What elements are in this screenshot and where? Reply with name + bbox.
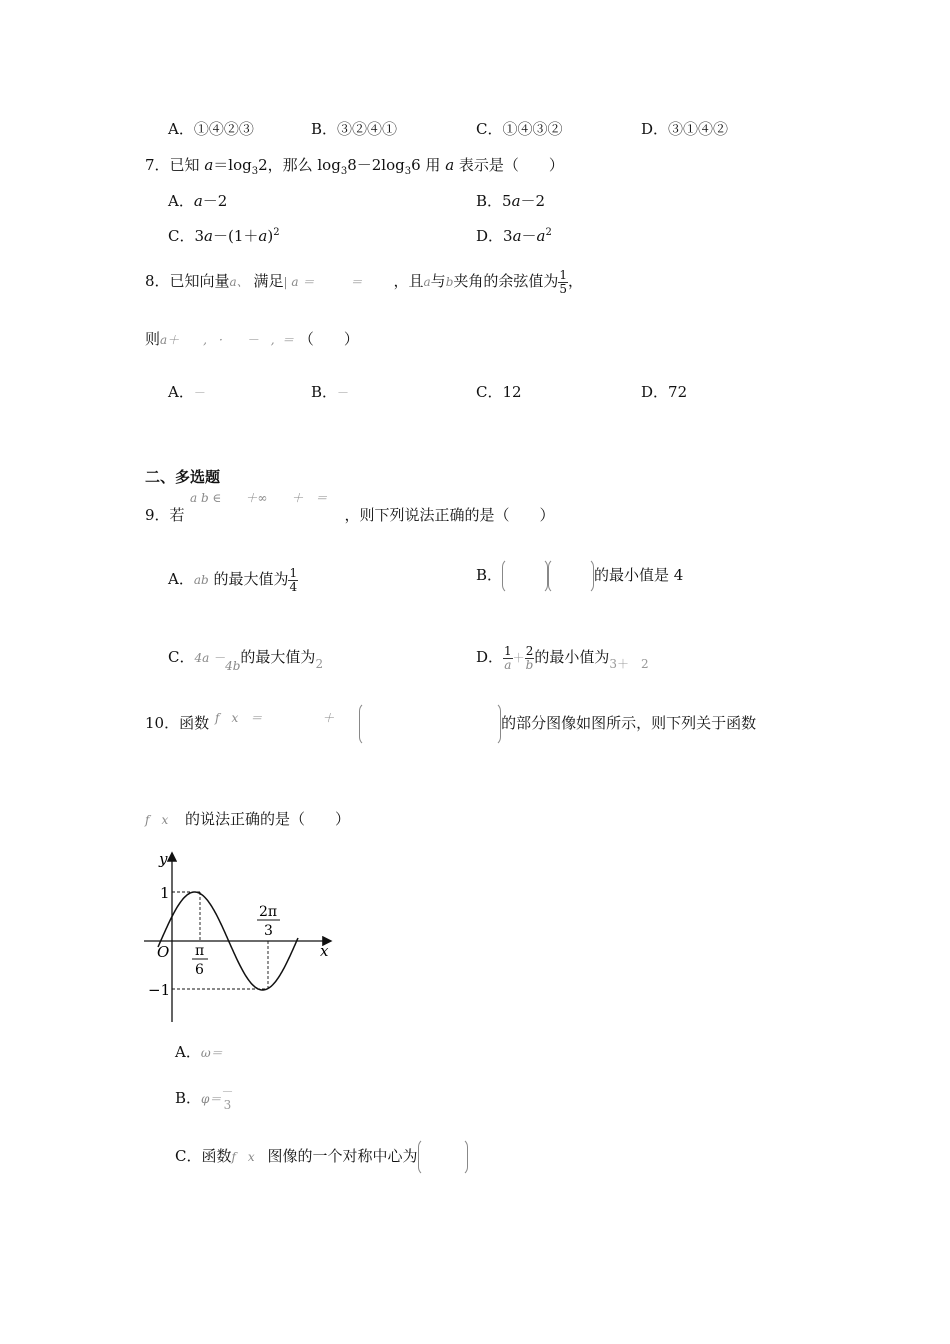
q9-option-d: D． $\frac{1}{a}$ ＋ $\frac{2}{b}$ 的最小值为$_{3+ 2}$	[476, 643, 649, 672]
q10-option-b: B．φ＝ － 3	[175, 1085, 234, 1112]
q10-c-paren	[418, 1138, 468, 1176]
q10-option-a: A．ω＝	[175, 1043, 223, 1061]
q8-option-a: A．－	[168, 383, 206, 401]
question-10-stem: 10．函数 的部分图像如图所示，则下列关于函数	[145, 700, 756, 746]
question-8-stem: 8．已知向量a、 满足| a ＝ ＝ ，且a与b夹角的余弦值为 $\frac{1}{5}$ ，	[145, 267, 584, 296]
y-axis-label: y	[159, 850, 168, 868]
y-min-label: −1	[148, 981, 171, 999]
y-max-label: 1	[160, 884, 170, 902]
q10-option-c: C．函数f x 图像的一个对称中心为	[175, 1136, 468, 1177]
q9-d-fraction-1: $\frac{1}{a}$	[504, 643, 512, 672]
q6-option-a: A．①④②③	[168, 120, 254, 138]
pi6-denominator: 6	[195, 962, 204, 978]
q8-option-d: D．72	[641, 383, 688, 401]
q8-option-c: C．12	[476, 383, 522, 401]
q10-function-faint: f x ＝ ＋	[215, 711, 335, 725]
2pi3-numerator: 2π	[259, 904, 278, 920]
q9-b-paren-1	[502, 558, 548, 594]
2pi3-denominator: 3	[264, 923, 273, 939]
q9-b-paren-2	[548, 558, 594, 594]
q10-paren	[359, 702, 501, 746]
question-7-stem: 7．已知 $a=\log_32$，那么 $\log_38-2\log_36$ 用 a 表示是（ ）	[145, 156, 564, 177]
q9-d-fraction-2: $\frac{2}{b}$	[525, 643, 534, 672]
q7-option-a: A．a－2	[168, 192, 228, 210]
cosine-fraction: $\frac{1}{5}$	[559, 267, 568, 296]
question-8-line2: 则a＋ , · － , ＝ （ ）	[145, 330, 359, 348]
q9-condition-faint: a b ∈ ＋∞ ＋ ＝	[190, 491, 328, 505]
q7-option-b: B．5a－2	[476, 192, 546, 210]
x-axis-label: x	[320, 942, 329, 960]
origin-label: O	[157, 943, 170, 961]
q6-option-b: B．③②④①	[311, 120, 398, 138]
q10-b-fraction: － 3	[221, 1085, 234, 1112]
question-10-line2: f x 的说法正确的是（ ）	[145, 810, 351, 828]
q7-option-d: D．$3a-a^2$	[476, 227, 552, 245]
q6-option-d: D．③①④②	[641, 120, 729, 138]
q9-option-a: A．ab 的最大值为 $\frac{1}{4}$	[168, 565, 298, 594]
question-9-stem: 9．若 ，则下列说法正确的是（ ）	[145, 506, 555, 524]
q9-c-fraction: 4b	[225, 659, 241, 673]
q9-option-b: B． 的最小值是 4	[476, 555, 683, 595]
q8-option-b: B．－	[311, 383, 350, 401]
q9-option-c: C．4a － 4b 的最大值为$_2$	[168, 648, 324, 673]
q7-option-c: C．$3a-(1+a)^2$	[168, 227, 280, 245]
q9-a-fraction: $\frac{1}{4}$	[289, 565, 298, 594]
pi6-numerator: π	[195, 943, 205, 959]
q6-option-c: C．①④③②	[476, 120, 563, 138]
section-title-multiple-choice: 二、多选题	[145, 468, 221, 486]
sine-graph	[140, 848, 340, 1026]
